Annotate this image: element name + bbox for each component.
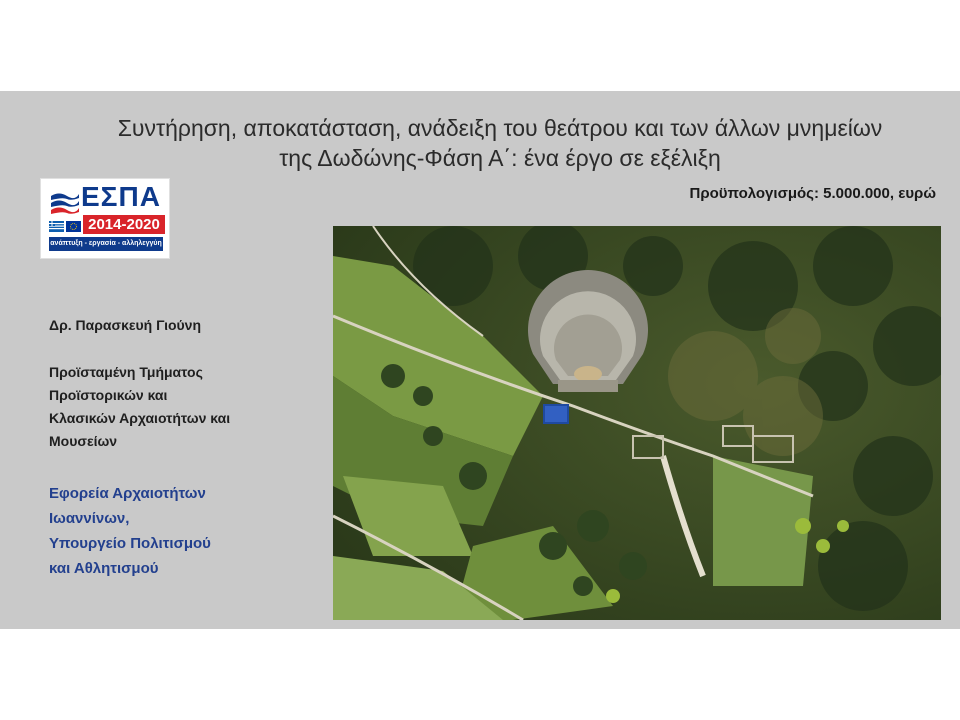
role-line: Κλασικών Αρχαιοτήτων και [49, 410, 231, 426]
agency-name [49, 481, 309, 581]
agency-line: Εφορεία Αρχαιοτήτων [49, 485, 206, 502]
role-line: Προϊσταμένη Τμήματος [49, 364, 203, 380]
role-line: Μουσείων [49, 433, 118, 449]
budget-text: Προϋπολογισμός: 5.000.000, ευρώ [689, 185, 936, 202]
person-name: Δρ. Παρασκευή Γιούνη [49, 317, 201, 333]
logo-years: 2014-2020 [83, 215, 165, 234]
aerial-photo-ancient-theatre-icon [333, 226, 941, 620]
espa-logo [40, 178, 170, 259]
logo-tagline: ανάπτυξη - εργασία - αλληλεγγύη [49, 237, 163, 251]
agency-line: Υπουργείο Πολιτισμού [49, 535, 211, 552]
slide-title [60, 113, 940, 173]
title-line: Συντήρηση, αποκατάσταση, ανάδειξη του θεάτρου και των άλλων μνημείων [117, 115, 883, 141]
agency-line: και Αθλητισμού [49, 560, 159, 577]
agency-line: Ιωαννίνων, [49, 510, 130, 527]
title-line: της Δωδώνης-Φάση Α΄: ένα έργο σε εξέλιξη [279, 145, 721, 171]
greek-flag-wave-icon [49, 188, 79, 218]
logo-name: ΕΣΠΑ [81, 181, 161, 212]
slide [0, 91, 960, 629]
greece-eu-flags-icon [49, 221, 81, 232]
role-line: Προϊστορικών και [49, 387, 168, 403]
person-role [49, 361, 299, 453]
aerial-photo [333, 226, 941, 620]
